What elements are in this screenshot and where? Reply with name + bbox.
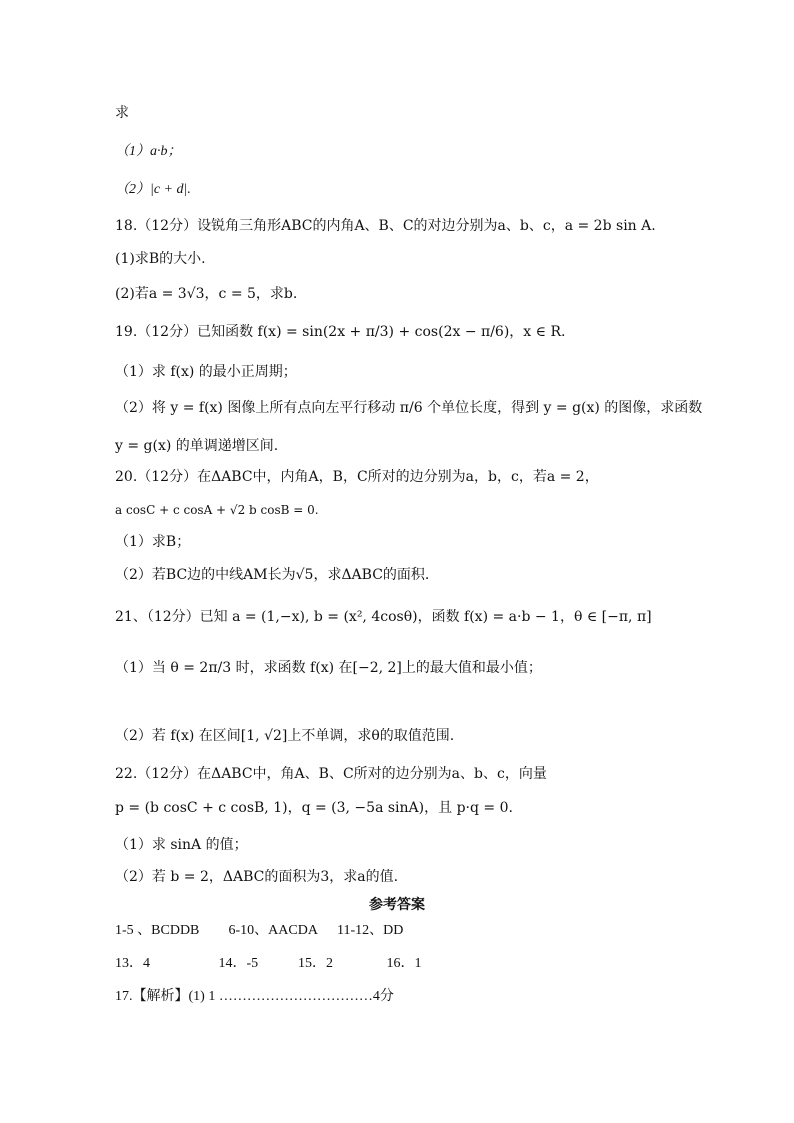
text-line-9: （2）将 y = f(x) 图像上所有点向左平行移动 π/6 个单位长度，得到 y = g(x) 的图像，求函数 xyxy=(115,400,703,416)
text-line-1: 求 xyxy=(115,105,129,121)
text-line-14: （2）若BC边的中线AM长为√5，求ΔABC的面积. xyxy=(115,567,430,583)
text-line-8: （1）求 f(x) 的最小正周期； xyxy=(115,364,297,380)
text-line-5: (1)求B的大小. xyxy=(115,251,206,267)
text-line-17: （2）若 f(x) 在区间[1, √2]上不单调，求θ的取值范围. xyxy=(115,728,455,744)
answer-17: 17.【解析】(1) 1 ……………………………4分 xyxy=(115,989,394,1004)
text-line-4: 18.（12分）设锐角三角形ABC的内角A、B、C的对边分别为a、b、c，a = 2b sin A. xyxy=(115,218,656,234)
answer-row-3 xyxy=(115,985,394,1005)
answer-row-2 xyxy=(115,952,422,972)
text-line-20: （1）求 sinA 的值； xyxy=(115,837,248,853)
text-line-16: （1）当 θ = 2π/3 时，求函数 f(x) 在[−2, 2]上的最大值和最小值； xyxy=(115,660,542,676)
answer-1-5: 1-5 、BCDDB xyxy=(115,923,200,938)
answer-14: 14．-5 xyxy=(218,956,259,971)
text-line-6: (2)若a = 3√3，c = 5，求b. xyxy=(115,286,298,302)
text-line-7: 19.（12分）已知函数 f(x) = sin(2x + π/3) + cos(2x − π/6)，x ∈ R. xyxy=(115,324,566,340)
text-line-21: （2）若 b = 2，ΔABC的面积为3，求a的值. xyxy=(115,869,399,885)
text-line-2: （1）a·b； xyxy=(115,144,182,159)
text-line-10: y = g(x) 的单调递增区间. xyxy=(115,438,279,454)
answer-title: 参考答案 xyxy=(369,897,425,913)
text-line-3: （2）|c + d|. xyxy=(115,182,191,197)
text-line-19: p = (b cosC + c cosB, 1)，q = (3, −5a sinA)，且 p·q = 0. xyxy=(115,800,513,816)
answer-11-12: 11-12、DD xyxy=(337,923,404,938)
answer-row-1 xyxy=(115,919,403,939)
text-line-15: 21、（12分）已知 a = (1,−x), b = (x², 4cosθ)，函数 f(x) = a·b − 1，θ ∈ [−π, π] xyxy=(115,609,652,625)
answer-13: 13．4 xyxy=(115,956,150,971)
answer-15: 15．2 xyxy=(298,956,333,971)
answer-6-10: 6-10、AACDA xyxy=(228,923,318,938)
answer-16: 16．1 xyxy=(386,956,422,971)
text-line-11: 20.（12分）在ΔABC中，内角A，B，C所对的边分别为a，b，c，若a = 2， xyxy=(115,469,599,485)
text-line-13: （1）求B； xyxy=(115,534,191,550)
text-line-12: a cosC + c cosA + √2 b cosB = 0. xyxy=(115,503,319,517)
text-line-18: 22.（12分）在ΔABC中，角A、B、C所对的边分别为a、b、c，向量 xyxy=(115,766,547,782)
